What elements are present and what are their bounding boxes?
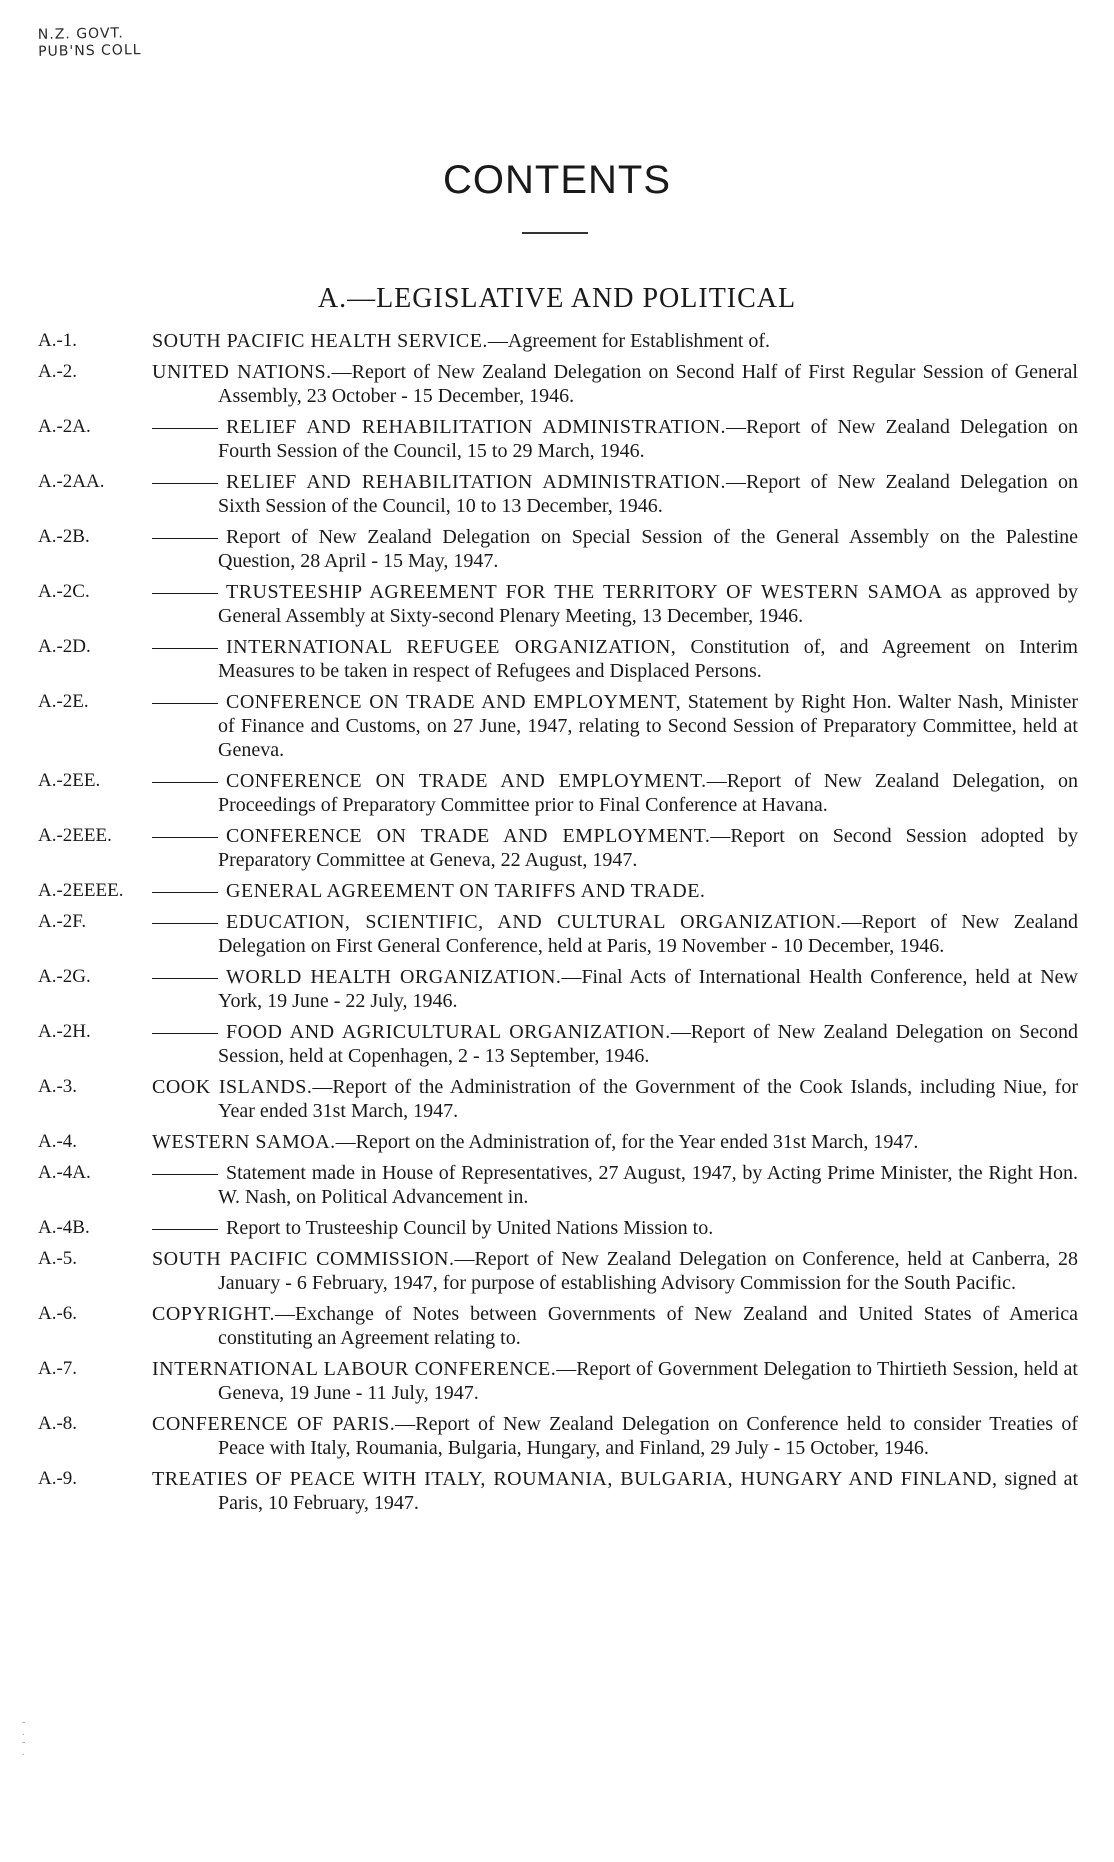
- entry-text: [152, 1075, 1078, 1123]
- paper-code: A.-1.: [38, 330, 78, 351]
- entry-heading: EDUCATION, SCIENTIFIC, AND CULTURAL ORGANIZATION.: [226, 911, 842, 933]
- entry-text: [152, 1020, 1078, 1068]
- contents-entry: [38, 525, 1078, 573]
- entry-description: Report of New Zealand Delegation on Special Session of the General Assembly on the Palestine Question, 28 April - 15 May, 1947.: [218, 526, 1078, 572]
- entry-text: [152, 470, 1078, 518]
- entry-heading: WORLD HEALTH ORGANIZATION.: [226, 966, 562, 988]
- entry-text: [152, 879, 1078, 903]
- ditto-dash: [152, 538, 218, 539]
- entry-heading: TRUSTEESHIP AGREEMENT FOR THE TERRITORY OF WESTERN SAMOA: [226, 581, 943, 603]
- entry-description: Statement by Right Hon. Walter Nash, Minister of Finance and Customs, on 27 June, 1947, relating to Second Session of Preparatory Committee, held at Geneva.: [218, 691, 1079, 761]
- entry-text: [152, 1302, 1078, 1350]
- entry-text: [152, 525, 1078, 573]
- entry-heading: UNITED NATIONS.: [152, 361, 332, 383]
- paper-code: A.-2C.: [38, 581, 90, 602]
- entry-heading: FOOD AND AGRICULTURAL ORGANIZATION.: [226, 1021, 671, 1043]
- paper-code: A.-2EEEE.: [38, 880, 124, 901]
- entry-description: —Report on the Administration of, for the Year ended 31st March, 1947.: [335, 1131, 919, 1153]
- entry-heading: SOUTH PACIFIC HEALTH SERVICE.: [152, 330, 488, 352]
- contents-entry: [38, 1412, 1078, 1460]
- entry-description: Statement made in House of Representatives, 27 August, 1947, by Acting Prime Minister, the Right Hon. W. Nash, on Political Advancement in.: [218, 1162, 1078, 1208]
- ditto-dash: [152, 428, 218, 429]
- entry-description: —Report of Government Delegation to Thirtieth Session, held at Geneva, 19 June - 11 July, 1947.: [218, 1358, 1078, 1404]
- contents-entry: [38, 1216, 1078, 1240]
- entry-text: [152, 580, 1078, 628]
- entry-heading: CONFERENCE ON TRADE AND EMPLOYMENT.: [226, 825, 711, 847]
- entry-description: as approved by General Assembly at Sixty-second Plenary Meeting, 13 December, 1946.: [218, 581, 1079, 627]
- ditto-dash: [152, 593, 218, 594]
- entry-text: [152, 1467, 1078, 1515]
- entry-description: signed at Paris, 10 February, 1947.: [218, 1468, 1079, 1514]
- ditto-dash: [152, 703, 218, 704]
- contents-entry: [38, 580, 1078, 628]
- paper-code: A.-7.: [38, 1358, 78, 1379]
- paper-code: A.-2F.: [38, 911, 87, 932]
- entry-description: —Report of New Zealand Delegation on Sixth Session of the Council, 10 to 13 December, 1946.: [218, 471, 1078, 517]
- entry-description: —Exchange of Notes between Governments of New Zealand and United States of America constituting an Agreement relating to.: [218, 1303, 1078, 1349]
- entry-heading: INTERNATIONAL REFUGEE ORGANIZATION,: [226, 636, 677, 658]
- margin-marks: - . - .: [22, 1717, 26, 1758]
- ditto-dash: [152, 923, 218, 924]
- contents-entry: [38, 690, 1078, 762]
- entry-text: [152, 1357, 1078, 1405]
- contents-entry: [38, 769, 1078, 817]
- entry-description: —Report of New Zealand Delegation on Conference, held at Canberra, 28 January - 6 February, 1947, for purpose of establishing Advisory Commission for the South Pacific.: [218, 1248, 1078, 1294]
- entry-text: [152, 360, 1078, 408]
- entry-text: [152, 910, 1078, 958]
- contents-entry: [38, 1467, 1078, 1515]
- entry-description: —Report of New Zealand Delegation on Conference held to consider Treaties of Peace with Italy, Roumania, Bulgaria, Hungary, and Finland, 29 July - 15 October, 1946.: [218, 1413, 1079, 1459]
- contents-entry: [38, 1247, 1078, 1295]
- ditto-dash: [152, 978, 218, 979]
- contents-entry: [38, 1020, 1078, 1068]
- entry-text: [152, 1216, 1078, 1240]
- entry-text: [152, 1412, 1078, 1460]
- entry-heading: SOUTH PACIFIC COMMISSION.: [152, 1248, 455, 1270]
- paper-code: A.-2A.: [38, 416, 91, 437]
- entry-text: [152, 769, 1078, 817]
- contents-entry: [38, 1302, 1078, 1350]
- paper-code: A.-3.: [38, 1076, 78, 1097]
- contents-list: [38, 329, 1078, 1522]
- paper-code: A.-6.: [38, 1303, 78, 1324]
- paper-code: A.-2.: [38, 361, 78, 382]
- entry-heading: GENERAL AGREEMENT ON TARIFFS AND TRADE.: [226, 880, 706, 902]
- paper-code: A.-2AA.: [38, 471, 105, 492]
- contents-entry: [38, 824, 1078, 872]
- entry-description: —Report on Second Session adopted by Preparatory Committee at Geneva, 22 August, 1947.: [218, 825, 1078, 871]
- entry-description: —Report of New Zealand Delegation on Second Half of First Regular Session of General Assembly, 23 October - 15 December, 1946.: [218, 361, 1078, 407]
- entry-text: [152, 329, 1078, 353]
- entry-heading: CONFERENCE ON TRADE AND EMPLOYMENT,: [226, 691, 682, 713]
- stamp-line-2: PUB'NS COLL: [38, 42, 142, 60]
- entry-heading: RELIEF AND REHABILITATION ADMINISTRATION.: [226, 471, 727, 493]
- entry-description: —Final Acts of International Health Conference, held at New York, 19 June - 22 July, 1946.: [218, 966, 1078, 1012]
- paper-code: A.-9.: [38, 1468, 78, 1489]
- paper-code: A.-2EEE.: [38, 825, 112, 846]
- contents-entry: [38, 1130, 1078, 1154]
- contents-entry: [38, 910, 1078, 958]
- entry-text: [152, 1130, 1078, 1154]
- contents-entry: [38, 415, 1078, 463]
- paper-code: A.-8.: [38, 1413, 78, 1434]
- entry-heading: INTERNATIONAL LABOUR CONFERENCE.: [152, 1358, 557, 1380]
- contents-entry: [38, 635, 1078, 683]
- entry-description: —Report of New Zealand Delegation on Fourth Session of the Council, 15 to 29 March, 1946.: [218, 416, 1078, 462]
- paper-code: A.-4.: [38, 1131, 78, 1152]
- paper-code: A.-2H.: [38, 1021, 91, 1042]
- entry-description: —Report of New Zealand Delegation, on Proceedings of Preparatory Committee prior to Final Conference at Havana.: [218, 770, 1078, 816]
- entry-heading: COOK ISLANDS.: [152, 1076, 313, 1098]
- library-stamp: [38, 25, 142, 61]
- paper-code: A.-2E.: [38, 691, 89, 712]
- entry-description: —Report of New Zealand Delegation on Second Session, held at Copenhagen, 2 - 13 September, 1946.: [218, 1021, 1078, 1067]
- ditto-dash: [152, 1174, 218, 1175]
- entry-heading: WESTERN SAMOA.: [152, 1131, 336, 1153]
- contents-entry: [38, 470, 1078, 518]
- paper-code: A.-5.: [38, 1248, 78, 1269]
- entry-text: [152, 415, 1078, 463]
- entry-heading: COPYRIGHT.: [152, 1303, 275, 1325]
- entry-text: [152, 824, 1078, 872]
- ditto-dash: [152, 1229, 218, 1230]
- entry-description: —Agreement for Establishment of.: [487, 330, 771, 352]
- entry-text: [152, 1247, 1078, 1295]
- contents-entry: [38, 329, 1078, 353]
- contents-entry: [38, 1357, 1078, 1405]
- ditto-dash: [152, 483, 218, 484]
- ditto-dash: [152, 782, 218, 783]
- entry-heading: CONFERENCE ON TRADE AND EMPLOYMENT.: [226, 770, 707, 792]
- contents-entry: [38, 360, 1078, 408]
- paper-code: A.-2D.: [38, 636, 91, 657]
- entry-heading: TREATIES OF PEACE WITH ITALY, ROUMANIA, BULGARIA, HUNGARY AND FINLAND,: [152, 1468, 998, 1490]
- entry-text: [152, 1161, 1078, 1209]
- entry-heading: RELIEF AND REHABILITATION ADMINISTRATION.: [226, 416, 727, 438]
- entry-description: —Report of the Administration of the Government of the Cook Islands, including Niue, for Year ended 31st March, 1947.: [218, 1076, 1079, 1122]
- contents-entry: [38, 1075, 1078, 1123]
- entry-heading: CONFERENCE OF PARIS.: [152, 1413, 396, 1435]
- ditto-dash: [152, 1033, 218, 1034]
- entry-description: Constitution of, and Agreement on Interim Measures to be taken in respect of Refugees and Displaced Persons.: [218, 636, 1078, 682]
- entry-description: Report to Trusteeship Council by United Nations Mission to.: [226, 1217, 714, 1239]
- contents-entry: [38, 965, 1078, 1013]
- entry-text: [152, 635, 1078, 683]
- section-heading: A.—LEGISLATIVE AND POLITICAL: [317, 283, 797, 314]
- title-divider: [522, 232, 588, 234]
- entry-text: [152, 690, 1078, 762]
- entry-text: [152, 965, 1078, 1013]
- contents-entry: [38, 1161, 1078, 1209]
- paper-code: A.-4A.: [38, 1162, 91, 1183]
- ditto-dash: [152, 648, 218, 649]
- page-title: CONTENTS: [443, 158, 671, 202]
- ditto-dash: [152, 892, 218, 893]
- paper-code: A.-4B.: [38, 1217, 90, 1238]
- ditto-dash: [152, 837, 218, 838]
- contents-entry: [38, 879, 1078, 903]
- paper-code: A.-2EE.: [38, 770, 101, 791]
- stamp-line-1: N.Z. GOVT.: [37, 25, 124, 43]
- paper-code: A.-2B.: [38, 526, 90, 547]
- entry-description: —Report of New Zealand Delegation on First General Conference, held at Paris, 19 November - 10 December, 1946.: [218, 911, 1078, 957]
- paper-code: A.-2G.: [38, 966, 91, 987]
